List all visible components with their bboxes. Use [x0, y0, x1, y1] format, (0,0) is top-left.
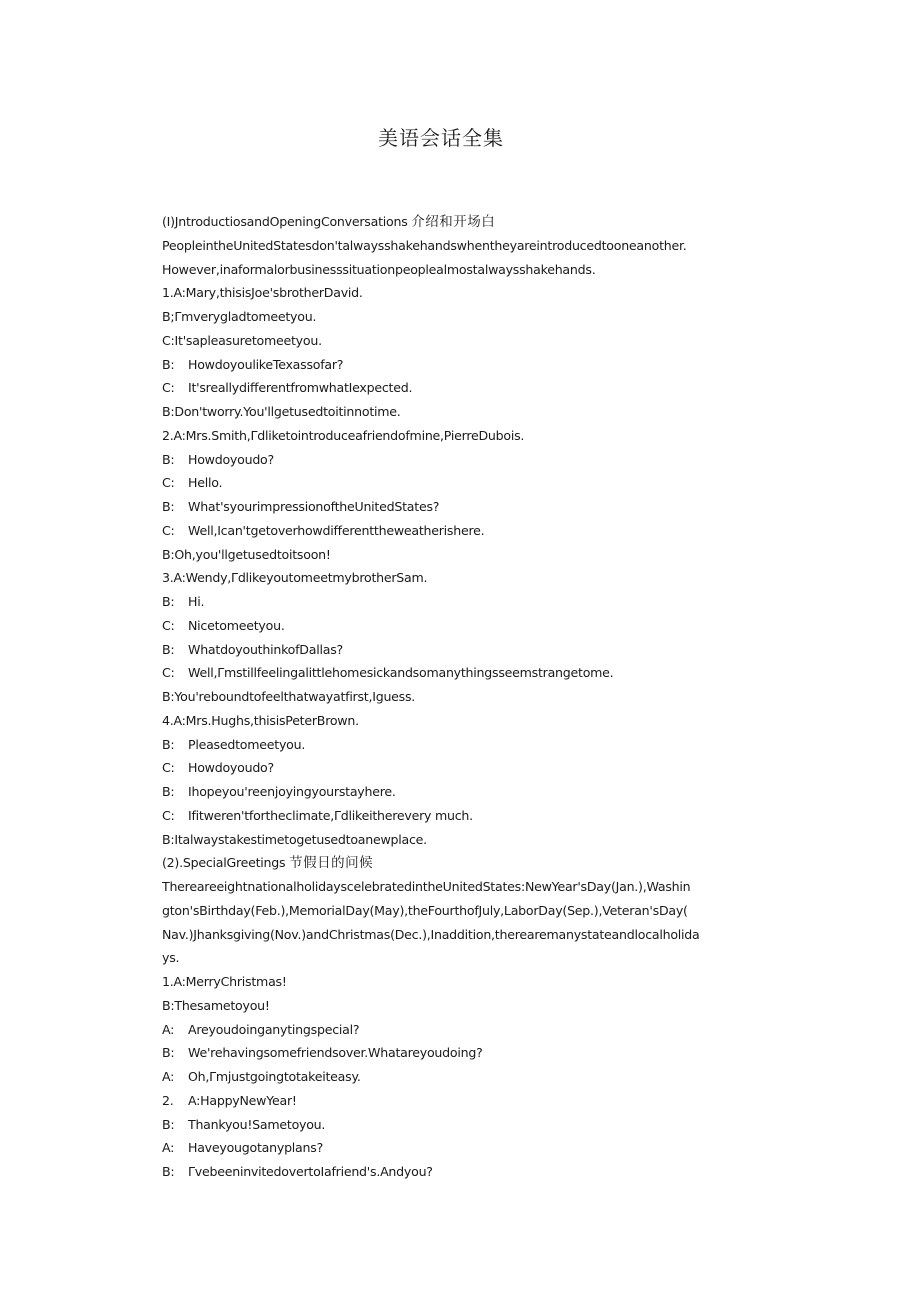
text-line [162, 875, 762, 899]
speaker-label: A: [162, 1140, 175, 1156]
text-line [162, 329, 762, 353]
text-line [162, 1136, 762, 1160]
text-line [162, 923, 762, 947]
line-text: It'sreallydifferentfromwhatIexpected. [188, 380, 413, 396]
section-heading-chinese: 介绍和开场白 [411, 214, 496, 230]
text-line [162, 828, 762, 852]
line-text: Ihopeyou'reenjoyingyourstayhere. [188, 784, 396, 799]
text-line [162, 495, 762, 519]
line-text: ThereareeightnationalholidayscelebratedintheUnitedStates:NewYear'sDay(Jan.),Washin [162, 879, 691, 894]
line-text: B:Oh,you'llgetusedtoitsoon! [162, 546, 331, 562]
line-text: 1.A:MerryChristmas! [162, 974, 287, 989]
line-text: PeopleintheUnitedStatesdon'talwaysshakehandswhentheyareintroducedtooneanother. [162, 237, 687, 253]
line-text: Nav.)Jhanksgiving(Nov.)andChristmas(Dec.),Inaddition,therearemanystateandlocalholida [162, 926, 700, 942]
speaker-label: C: [162, 807, 175, 823]
text-line [162, 851, 762, 875]
speaker-label: B: [162, 1116, 175, 1132]
speaker-label: C: [162, 522, 175, 538]
line-text: Howdoyoudo? [188, 451, 274, 467]
line-text: Ifitweren'tfortheclimate,Γdlikeitherevery much. [188, 807, 473, 823]
text-line [162, 661, 762, 685]
text-line [162, 638, 762, 662]
speaker-label: B: [162, 1045, 175, 1061]
line-text: B:Thesametoyou! [162, 997, 270, 1013]
section-heading-chinese: 节假日的问候 [289, 855, 374, 872]
line-text: A:HappyNewYear! [188, 1092, 297, 1108]
line-text: Pleasedtomeetyou. [188, 736, 306, 752]
text-line [162, 590, 762, 614]
line-text: 4.A:Mrs.Hughs,thisisPeterBrown. [162, 712, 359, 728]
text-line [162, 709, 762, 733]
text-line [162, 970, 762, 994]
line-text: We'rehavingsomefriendsover.Whatareyoudoing? [188, 1045, 483, 1061]
text-line [162, 1160, 762, 1184]
document-body [162, 210, 762, 1184]
speaker-label: C: [162, 665, 175, 681]
line-text: Howdoyoudo? [188, 760, 274, 776]
line-text: Nicetomeetyou. [188, 617, 285, 633]
line-text: B;Γmverygladtomeetyou. [162, 309, 317, 324]
speaker-label: A: [162, 1069, 175, 1084]
line-text: Well,Γmstillfeelingalittlehomesickandsomanythingsseemstrangetome. [188, 665, 614, 681]
line-text: C:It'sapleasuretomeetyou. [162, 332, 322, 348]
speaker-label: B: [162, 736, 175, 752]
line-text: What'syourimpressionoftheUnitedStates? [188, 499, 440, 514]
text-line [162, 234, 762, 258]
speaker-label: B: [162, 784, 175, 799]
speaker-label: 2. [162, 1092, 174, 1108]
speaker-label: C: [162, 380, 175, 396]
text-line [162, 353, 762, 377]
speaker-label: B: [162, 451, 175, 467]
text-line [162, 566, 762, 590]
line-text: ΓvebeeninvitedovertoIafriend's.Andyou? [188, 1164, 433, 1179]
text-line [162, 614, 762, 638]
line-text: (2).SpecialGreetings [162, 855, 290, 871]
text-line [162, 543, 762, 567]
text-line [162, 994, 762, 1018]
text-line [162, 756, 762, 780]
text-line [162, 1113, 762, 1137]
text-line [162, 519, 762, 543]
text-line [162, 281, 762, 305]
line-text: B:You'reboundtofeelthatwayatfirst,Iguess. [162, 689, 416, 704]
page-title: 美语会话全集 [378, 126, 504, 150]
speaker-label: C: [162, 617, 175, 633]
text-line [162, 448, 762, 472]
text-line [162, 899, 762, 923]
line-text: gton'sBirthday(Feb.),MemorialDay(May),theFourthofJuly,LaborDay(Sep.),Veteran'sDay( [162, 902, 688, 918]
line-text: B:Don'tworry.You'llgetusedtoitinnotime. [162, 404, 401, 419]
text-line [162, 258, 762, 282]
text-line [162, 733, 762, 757]
speaker-label: A: [162, 1021, 175, 1037]
line-text: Oh,Γmjustgoingtotakeiteasy. [188, 1069, 361, 1084]
line-text: ys. [162, 950, 180, 966]
text-line [162, 685, 762, 709]
line-text: 2.A:Mrs.Smith,Γdliketointroduceafriendofmine,PierreDubois. [162, 427, 525, 443]
text-line [162, 780, 762, 804]
speaker-label: B: [162, 641, 175, 657]
speaker-label: C: [162, 760, 175, 776]
speaker-label: B: [162, 594, 175, 609]
line-text: 1.A:Mary,thisisJoe'sbrotherDavid. [162, 285, 363, 301]
line-text: Areyoudoinganytingspecial? [188, 1021, 360, 1037]
text-line [162, 210, 762, 234]
text-line [162, 305, 762, 329]
line-text: 3.A:Wendy,ΓdlikeyoutomeetmybrotherSam. [162, 570, 428, 586]
text-line [162, 1018, 762, 1042]
line-text: Haveyougotanyplans? [188, 1140, 324, 1156]
line-text: (I)Jntroductiosand​OpeningConversations [162, 214, 412, 229]
line-text: Hello. [188, 475, 223, 491]
text-line [162, 946, 762, 970]
line-text: Hi. [188, 594, 205, 609]
speaker-label: B: [162, 356, 175, 372]
text-line [162, 400, 762, 424]
text-line [162, 424, 762, 448]
line-text: Thankyou!Sametoyou. [188, 1116, 326, 1132]
text-line [162, 1089, 762, 1113]
line-text: HowdoyoulikeTexassofar? [188, 356, 344, 372]
line-text: However,inaformalorbusinesssituationpeoplealmostalwaysshakehands. [162, 261, 596, 277]
speaker-label: C: [162, 475, 175, 491]
speaker-label: B: [162, 499, 175, 514]
text-line [162, 1041, 762, 1065]
text-line [162, 376, 762, 400]
line-text: Well,Ican'tgetoverhowdifferenttheweatherishere. [188, 522, 485, 538]
text-line [162, 1065, 762, 1089]
text-line [162, 804, 762, 828]
text-line [162, 471, 762, 495]
line-text: B:Italwaystakestimetogetusedtoanewplace. [162, 831, 427, 847]
line-text: WhatdoyouthinkofDallas? [188, 641, 343, 657]
speaker-label: B: [162, 1164, 175, 1179]
